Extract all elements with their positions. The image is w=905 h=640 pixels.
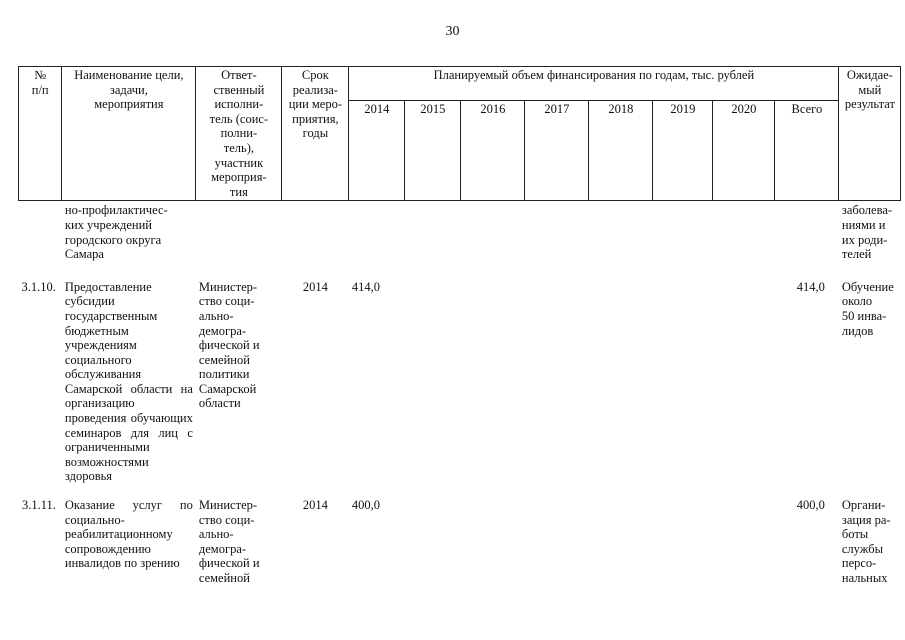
row-term: 2014 bbox=[302, 498, 328, 513]
row-value-2015 bbox=[405, 276, 461, 494]
table-row bbox=[19, 494, 901, 596]
header-row bbox=[19, 67, 901, 101]
row-name: Оказание услуг по социально-реабилитационному сопровождению инвалидов по зрению bbox=[64, 498, 193, 571]
col-header-result: Ожидае- мый результат bbox=[839, 67, 901, 201]
col-header-year: 2016 bbox=[461, 101, 525, 201]
financing-table bbox=[18, 66, 901, 596]
col-header-num: № п/п bbox=[19, 67, 62, 201]
row-value-2016 bbox=[461, 276, 525, 494]
row-value-2014: 400,0 bbox=[351, 498, 380, 513]
page-number: 30 bbox=[445, 24, 460, 39]
col-header-year: 2020 bbox=[713, 101, 775, 201]
row-value-2014: 414,0 bbox=[351, 279, 380, 294]
table-row bbox=[19, 276, 901, 494]
row-value-2015 bbox=[405, 494, 461, 596]
row-value-2019 bbox=[653, 276, 713, 494]
row-value-2017 bbox=[525, 494, 589, 596]
continuation-result: заболева- ниями и их роди- телей bbox=[841, 203, 893, 262]
row-value-2018 bbox=[589, 494, 653, 596]
col-header-year: 2017 bbox=[525, 101, 589, 201]
col-header-year: 2019 bbox=[653, 101, 713, 201]
row-value-2017 bbox=[525, 276, 589, 494]
col-header-total: Всего bbox=[775, 101, 839, 201]
row-result: Обучение около 50 инва- лидов bbox=[841, 279, 894, 338]
row-value-2020 bbox=[713, 494, 775, 596]
row-value-2020 bbox=[713, 276, 775, 494]
col-header-financing: Планируемый объем финансирования по годам, тыс. рублей bbox=[349, 67, 839, 101]
row-number: 3.1.10. bbox=[21, 279, 56, 294]
row-result: Органи- зация ра- боты службы персо- нальных bbox=[841, 498, 891, 585]
row-total: 400,0 bbox=[796, 498, 825, 513]
row-term: 2014 bbox=[302, 279, 328, 294]
row-name: Предоставление субсидии государственным бюджетным учреждениям социального обслуживания Самарской области на организацию проведения обучающих семинаров для лиц с ограниченными возможностями здоровья bbox=[64, 279, 193, 484]
row-value-2019 bbox=[653, 494, 713, 596]
row-value-2016 bbox=[461, 494, 525, 596]
col-header-name: Наименование цели, задачи, мероприятия bbox=[62, 67, 196, 201]
col-header-year: 2015 bbox=[405, 101, 461, 201]
row-executor: Министер- ство соци- ально- демогра- фической и семейной bbox=[198, 498, 260, 585]
col-header-term: Срок реализа- ции меро- приятия, годы bbox=[282, 67, 349, 201]
col-header-executor: Ответ- ственный исполни- тель (соис- полни- тель), участник мероприя- тия bbox=[196, 67, 282, 201]
col-header-year: 2018 bbox=[589, 101, 653, 201]
continuation-name: но-профилактичес- ких учреждений городского округа Самара bbox=[64, 203, 168, 262]
row-number: 3.1.11. bbox=[21, 498, 56, 513]
row-total: 414,0 bbox=[796, 279, 825, 294]
row-executor: Министер- ство соци- ально- демогра- фической и семейной политики Самарской области bbox=[198, 279, 260, 411]
row-value-2018 bbox=[589, 276, 653, 494]
col-header-year: 2014 bbox=[349, 101, 405, 201]
continuation-row bbox=[19, 201, 901, 276]
